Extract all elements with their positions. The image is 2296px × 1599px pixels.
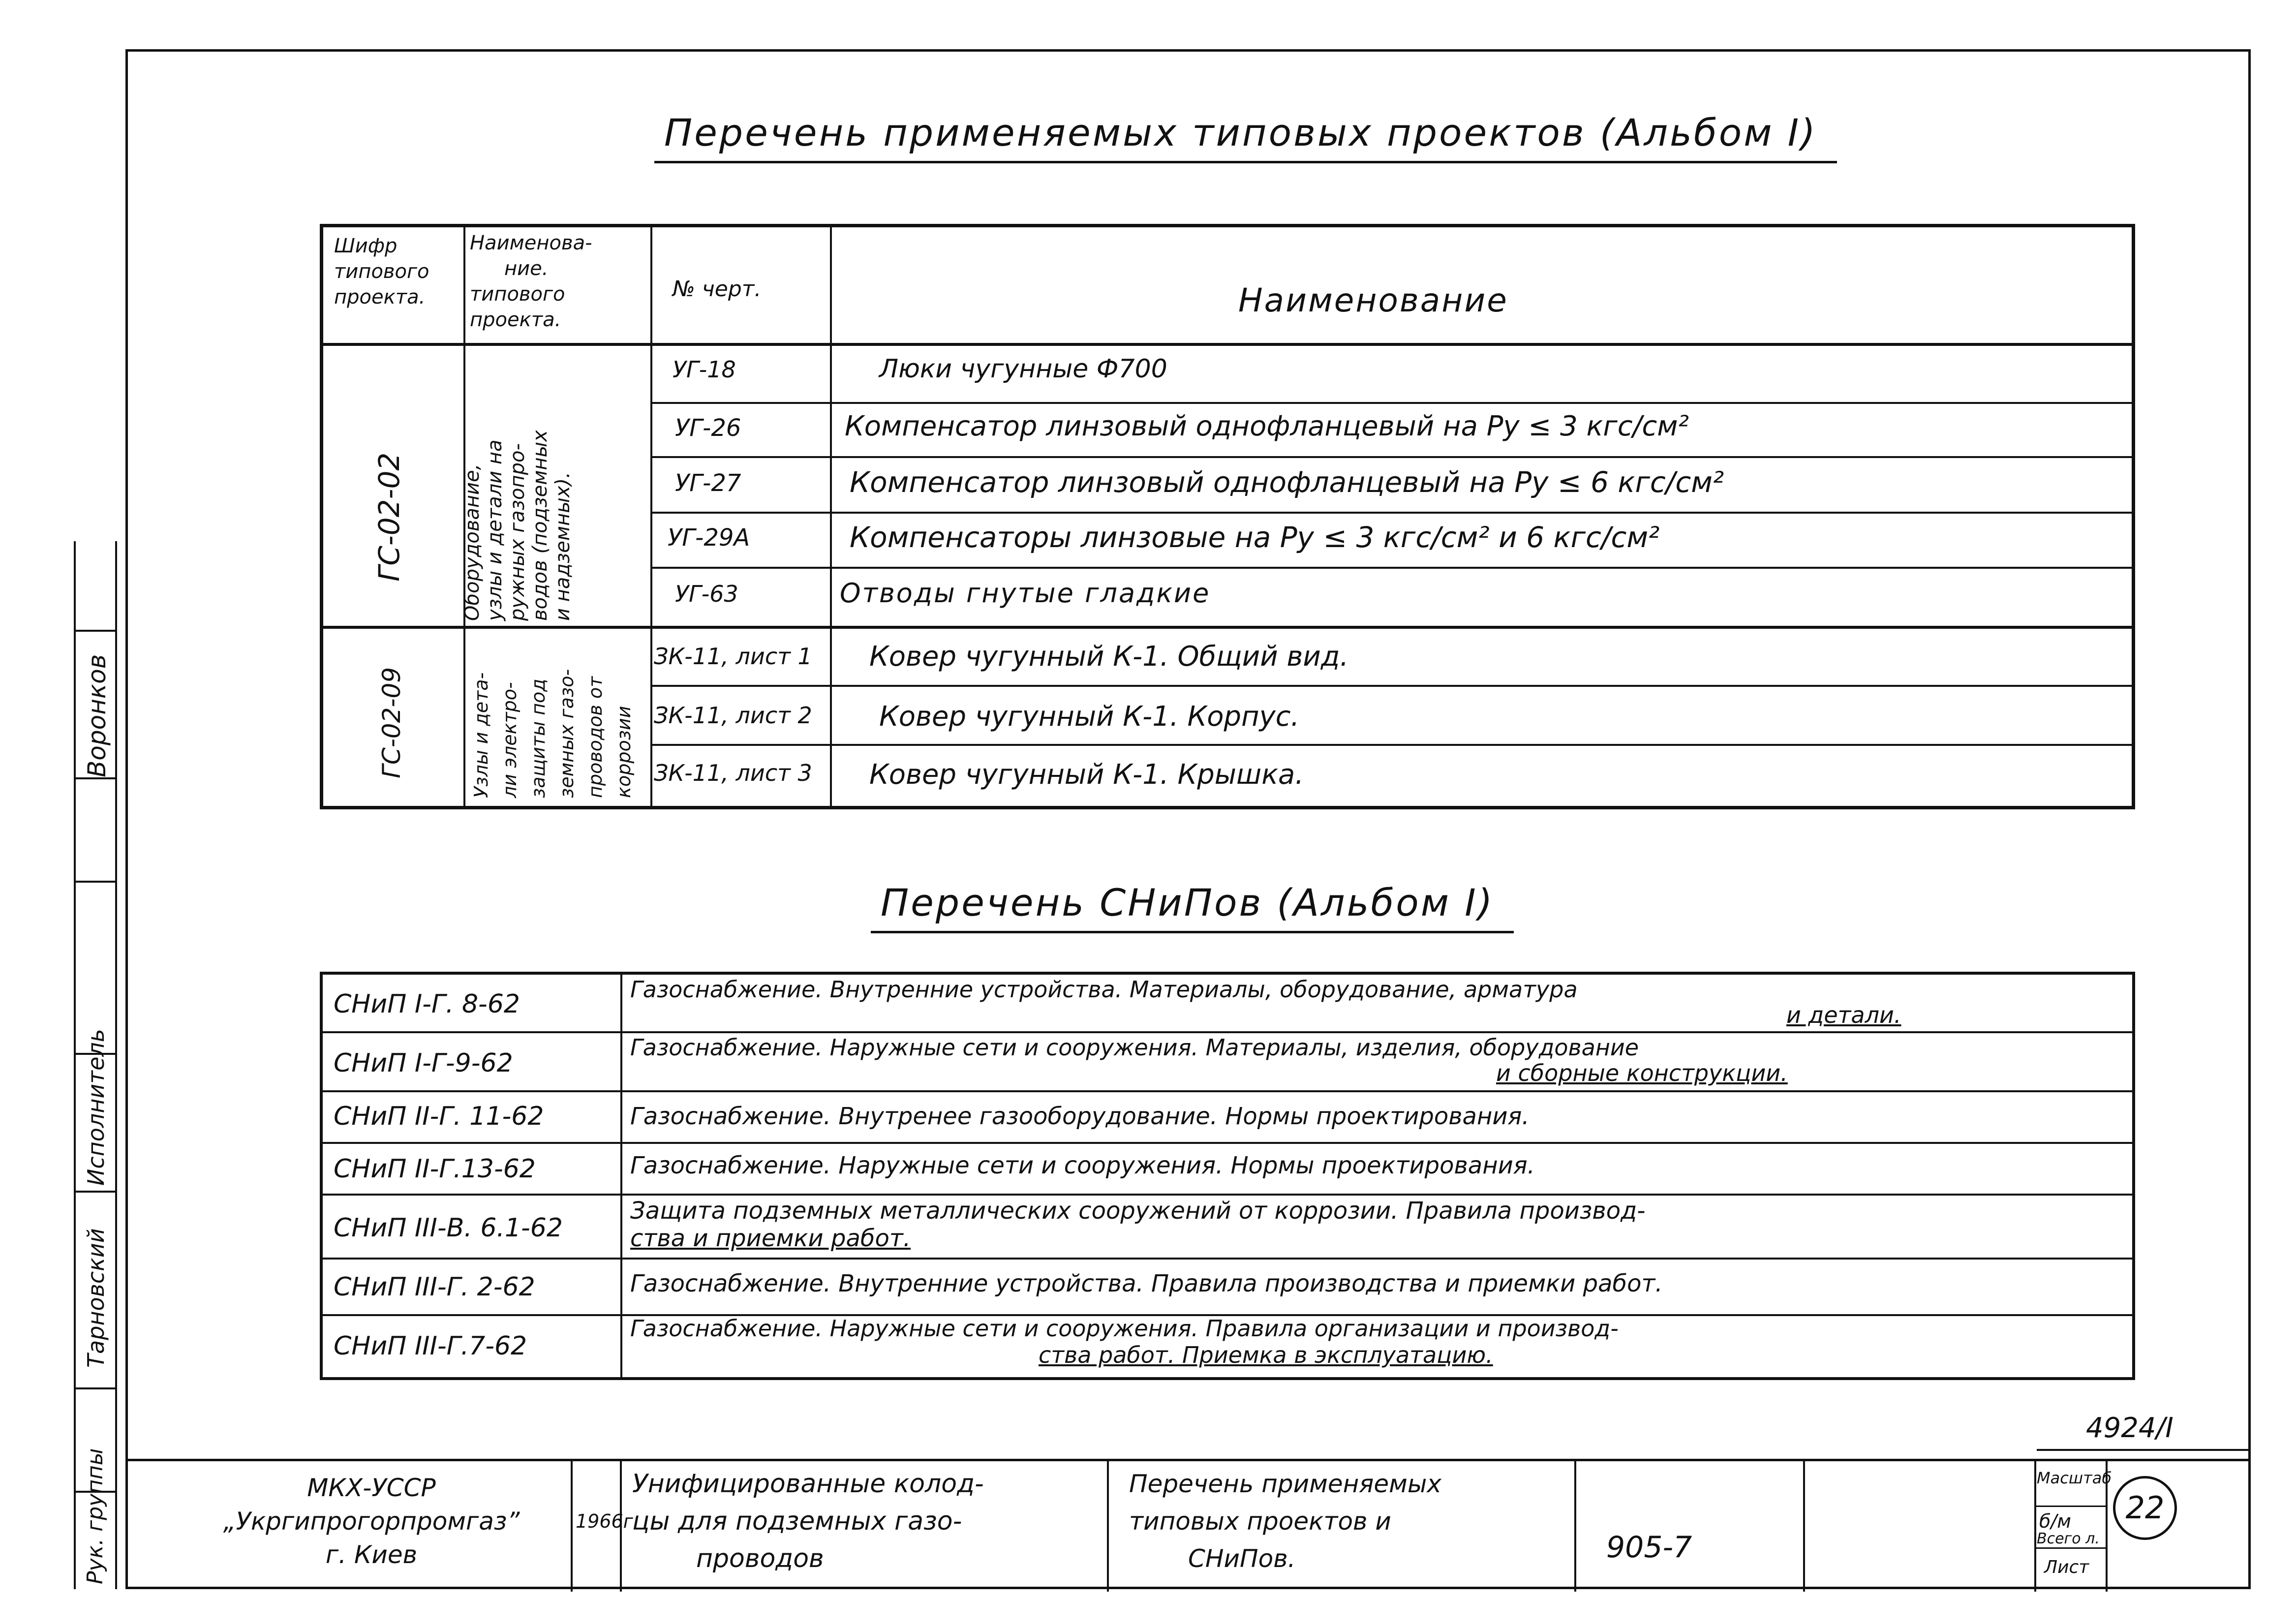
scale-label: Масштаб <box>2037 1469 2112 1487</box>
row-ug18-drawing: УГ-18 <box>673 356 736 383</box>
row-ug29a-drawing: УГ-29А <box>668 524 750 552</box>
snip-row-5-code: СНиП III-В. 6.1-62 <box>334 1213 563 1243</box>
snip-row-6-code: СНиП III-Г. 2-62 <box>334 1272 535 1302</box>
title-snip-text: Перечень СНиПов (Альбом I) <box>881 881 1495 924</box>
project-title: Унифицированные колод- цы для подземных газо- проводов <box>632 1469 984 1573</box>
row-ug29a-name: Компенсаторы линзовые на Ру ≤ 3 кгс/см² и 6 кгс/см² <box>850 521 1660 554</box>
snip-row-2-code: СНиП I-Г-9-62 <box>334 1048 513 1078</box>
header-code: Шифр типового проекта. <box>334 235 429 308</box>
row-zk11-3-drawing: ЗК-11, лист 3 <box>654 760 812 786</box>
snip-row-3-code: СНиП II-Г. 11-62 <box>334 1102 544 1131</box>
sheet-number: 22 <box>2125 1490 2165 1526</box>
sheet-label: Лист <box>2044 1557 2089 1577</box>
org-name: МКХ-УССР „Укргипрогорпромгаз” г. Киев <box>223 1474 520 1569</box>
snip-row-7-text: Газоснабжение. Наружные сети и сооружения. Правила организации и производ- ства работ. Приемка в эксплуатацию. <box>630 1315 1619 1368</box>
sheet-number-circle <box>2113 1476 2177 1540</box>
title-projects <box>664 111 1817 154</box>
row-zk11-1-name: Ковер чугунный К-1. Общий вид. <box>869 641 1349 673</box>
sheet-count-label: Всего л. <box>2037 1530 2100 1547</box>
snip-row-5-text: Защита подземных металлических сооружений от коррозии. Правила производ- ства и приемки работ. <box>630 1197 1646 1252</box>
margin-label-ispolnitel: Исполнитель <box>83 1029 109 1186</box>
scale-value: б/м <box>2039 1510 2071 1532</box>
row-zk11-2-drawing: ЗК-11, лист 2 <box>654 702 812 729</box>
snip-table <box>320 972 2135 1380</box>
title-block <box>125 1459 2251 1592</box>
snip-row-4-text: Газоснабжение. Наружные сети и сооружения. Нормы проектирования. <box>630 1152 1535 1179</box>
row-ug63-name: Отводы гнутые гладкие <box>840 578 1211 609</box>
row-ug18-name: Люки чугунные Ф700 <box>879 354 1167 384</box>
row-ug26-name: Компенсатор линзовый однофланцевый на Ру ≤ 3 кгс/см² <box>845 410 1689 442</box>
title-projects-text: Перечень применяемых типовых проектов (Альбом I) <box>664 111 1817 154</box>
row-ug27-name: Компенсатор линзовый однофланцевый на Ру ≤ 6 кгс/см² <box>850 465 1724 499</box>
margin-name-tarnovsky: Тарновский <box>83 1228 109 1368</box>
row-zk11-3-name: Ковер чугунный К-1. Крышка. <box>869 759 1304 791</box>
snip-row-1-code: СНиП I-Г. 8-62 <box>334 989 520 1019</box>
snip-row-1-text: Газоснабжение. Внутренние устройства. Материалы, оборудование, арматура и детали. <box>630 976 1901 1028</box>
row-ug27-drawing: УГ-27 <box>675 469 741 497</box>
snip-row-4-code: СНиП II-Г.13-62 <box>334 1154 536 1184</box>
row-ug26-drawing: УГ-26 <box>675 414 741 442</box>
group2-code: ГС-02-09 <box>377 667 406 778</box>
margin-label-ruk: Рук. группы <box>83 1448 108 1584</box>
series-number: 905-7 <box>1606 1530 1692 1565</box>
row-ug63-drawing: УГ-63 <box>675 581 738 607</box>
title-snip <box>881 881 1494 924</box>
side-strip <box>74 541 117 1589</box>
album-number: 4924/I <box>2086 1412 2174 1444</box>
snip-row-7-code: СНиП III-Г.7-62 <box>334 1331 527 1361</box>
group2-project-name: Узлы и дета- ли электро- защиты под земных газо- проводов от коррозии <box>470 669 635 798</box>
album-number-underline <box>2037 1449 2248 1451</box>
margin-name-voronkov: Воронков <box>83 654 111 777</box>
row-zk11-1-drawing: ЗК-11, лист 1 <box>654 643 812 670</box>
snip-row-6-text: Газоснабжение. Внутренние устройства. Правила производства и приемки работ. <box>630 1270 1663 1297</box>
snip-row-2-text: Газоснабжение. Наружные сети и сооружения. Материалы, изделия, оборудование и сборные конструкции. <box>630 1034 1788 1086</box>
sheet-title: Перечень применяемых типовых проектов и СНиПов. <box>1129 1470 1441 1573</box>
group1-code: ГС-02-02 <box>372 452 406 582</box>
snip-row-3-text: Газоснабжение. Внутренее газооборудование. Нормы проектирования. <box>630 1103 1530 1130</box>
header-name: Наименование <box>1238 281 1508 319</box>
year: 1966г <box>576 1510 633 1532</box>
projects-table <box>320 224 2135 809</box>
header-project-name: Наименова- ние. типового проекта. <box>470 232 592 331</box>
row-zk11-2-name: Ковер чугунный К-1. Корпус. <box>879 701 1300 733</box>
group1-project-name: Оборудование, узлы и детали на ружных газопро- водов (подземных и надземных). <box>461 430 574 621</box>
header-drawing-no: № черт. <box>673 277 762 302</box>
